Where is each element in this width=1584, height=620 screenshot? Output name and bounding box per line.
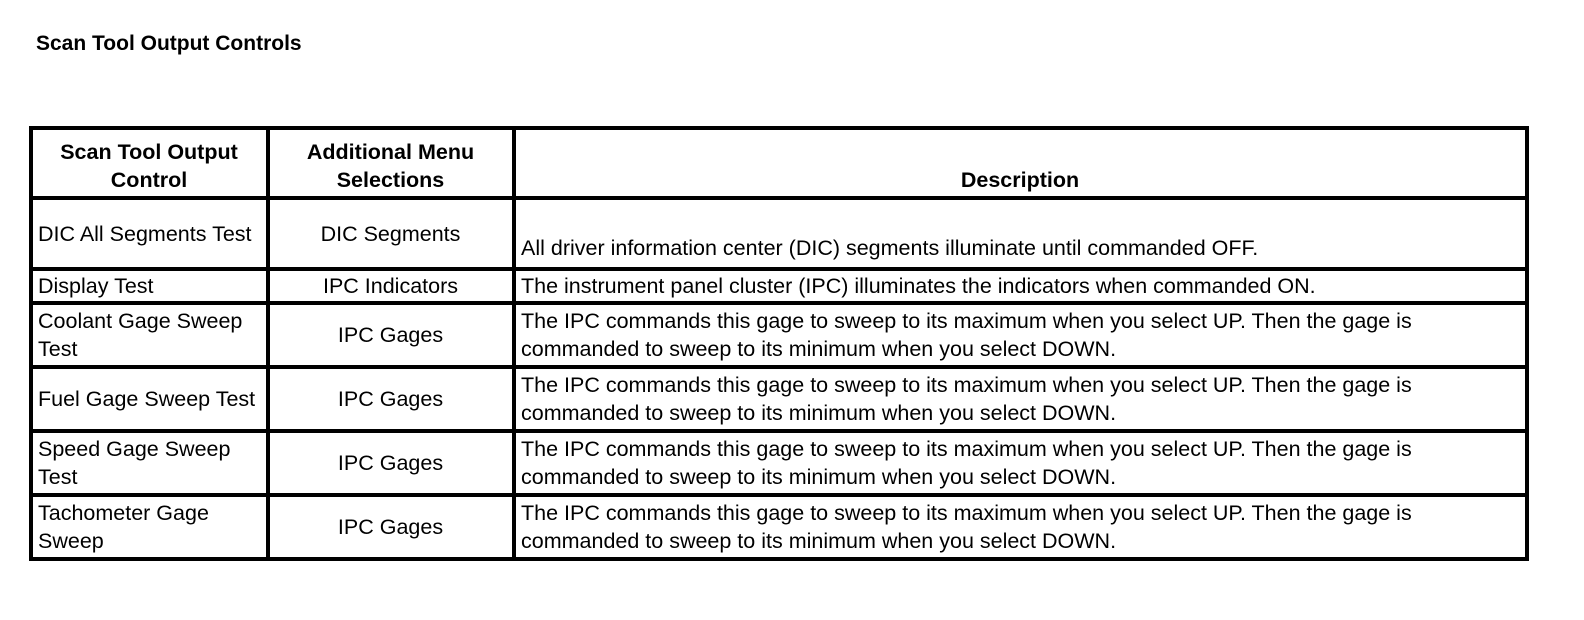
- cell-description: The instrument panel cluster (IPC) illuminates the indicators when commanded ON.: [514, 269, 1527, 303]
- cell-menu-selection: IPC Indicators: [268, 269, 514, 303]
- table-header: [31, 128, 1527, 198]
- table-row: [31, 431, 1527, 495]
- cell-description: The IPC commands this gage to sweep to its maximum when you select UP. Then the gage is commanded to sweep to its minimum when you select DOWN.: [514, 303, 1527, 367]
- header-description: Description: [514, 128, 1527, 198]
- cell-description: The IPC commands this gage to sweep to its maximum when you select UP. Then the gage is commanded to sweep to its minimum when you select DOWN.: [514, 367, 1527, 431]
- cell-description: The IPC commands this gage to sweep to its maximum when you select UP. Then the gage is commanded to sweep to its minimum when you select DOWN.: [514, 495, 1527, 559]
- cell-output-control: DIC All Segments Test: [31, 198, 268, 269]
- cell-output-control: Coolant Gage Sweep Test: [31, 303, 268, 367]
- table-row: [31, 198, 1527, 269]
- cell-output-control: Speed Gage Sweep Test: [31, 431, 268, 495]
- table-body: [31, 198, 1527, 559]
- cell-menu-selection: IPC Gages: [268, 431, 514, 495]
- cell-output-control: Fuel Gage Sweep Test: [31, 367, 268, 431]
- table-row: [31, 269, 1527, 303]
- cell-output-control: Display Test: [31, 269, 268, 303]
- output-controls-table: [29, 126, 1529, 561]
- cell-menu-selection: IPC Gages: [268, 303, 514, 367]
- header-menu-selections: Additional Menu Selections: [268, 128, 514, 198]
- table-row: [31, 303, 1527, 367]
- header-output-control: Scan Tool Output Control: [31, 128, 268, 198]
- table-row: [31, 367, 1527, 431]
- cell-description: The IPC commands this gage to sweep to its maximum when you select UP. Then the gage is commanded to sweep to its minimum when you select DOWN.: [514, 431, 1527, 495]
- cell-menu-selection: DIC Segments: [268, 198, 514, 269]
- cell-menu-selection: IPC Gages: [268, 367, 514, 431]
- page-title: Scan Tool Output Controls: [36, 32, 302, 55]
- table-row: [31, 495, 1527, 559]
- cell-output-control: Tachometer Gage Sweep: [31, 495, 268, 559]
- header-row: [31, 128, 1527, 198]
- cell-menu-selection: IPC Gages: [268, 495, 514, 559]
- cell-description: All driver information center (DIC) segments illuminate until commanded OFF.: [514, 198, 1527, 269]
